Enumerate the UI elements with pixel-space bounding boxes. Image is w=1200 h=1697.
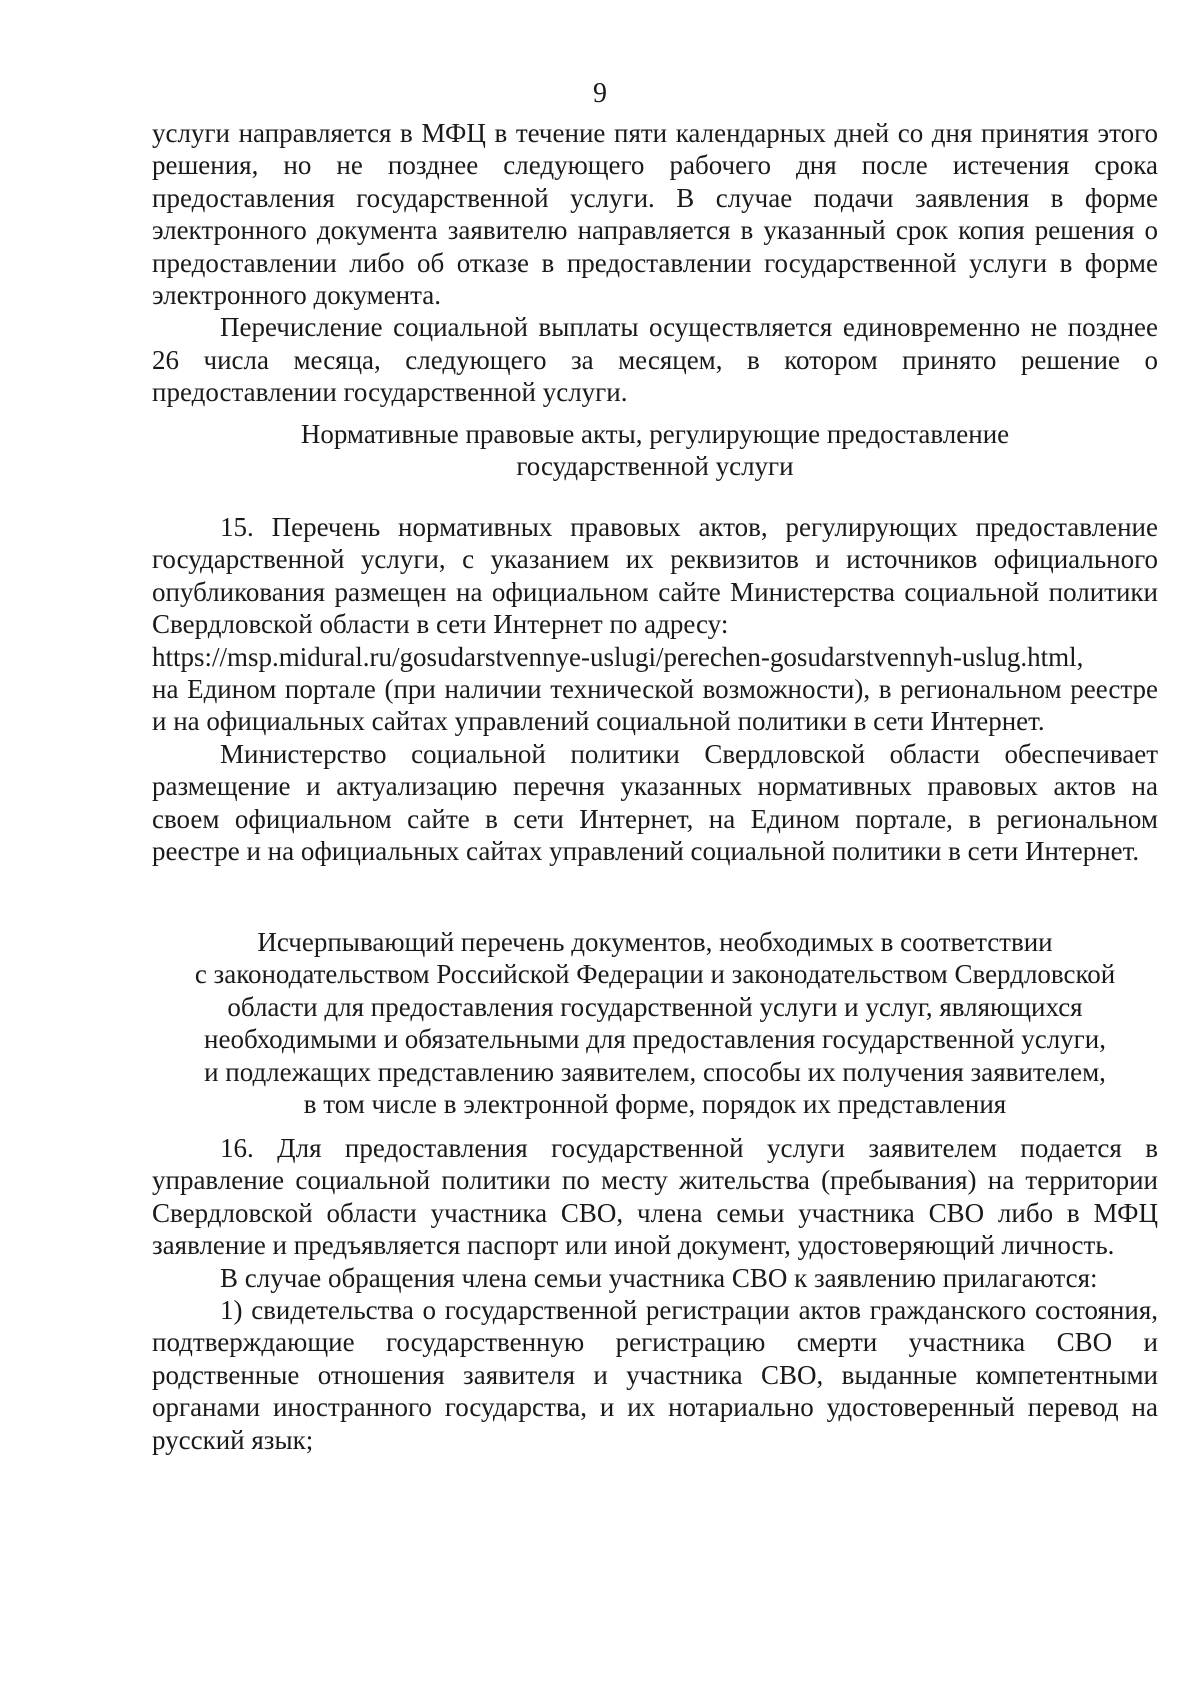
- paragraph-16-intro: 16. Для предоставления государственной услуги заявителем подается в управление социальной политики по месту жительства (пребывания) на территории Свердловской области участника СВО, члена семьи участника СВО либо в МФЦ заявление и предъявляется паспорт или иной документ, удостоверяющий личность.: [152, 1133, 1158, 1261]
- heading-line: необходимыми и обязательными для предоставления государственной услуги,: [204, 1024, 1106, 1055]
- heading-line: области для предоставления государственной услуги и услуг, являющихся: [227, 991, 1083, 1022]
- page-number: 9: [593, 78, 607, 109]
- paragraph-15-intro: 15. Перечень нормативных правовых актов, регулирующих предоставление государственной услуги, с указанием их реквизитов и источников официального опубликования размещен на официальном сайте Министерства социальной политики Свердловской области в сети Интернет по адресу:: [152, 512, 1158, 640]
- paragraph-continuation: услуги направляется в МФЦ в течение пяти календарных дней со дня принятия этого решения, но не позднее следующего рабочего дня после истечения срока предоставления государственной услуги. В случае подачи заявления в форме электронного документа заявителю направляется в указанный срок копия решения о предоставлении либо об отказе в предоставлении государственной услуги в форме электронного документа.: [152, 118, 1158, 311]
- paragraph-15-rest: на Едином портале (при наличии технической возможности), в региональном реестре и на официальных сайтах управлений социальной политики в сети Интернет.: [152, 674, 1158, 737]
- section-heading-documents-list: [152, 926, 1158, 1120]
- paragraph-16-family: В случае обращения члена семьи участника СВО к заявлению прилагаются:: [220, 1262, 1098, 1293]
- paragraph-15-ministry: Министерство социальной политики Свердловской области обеспечивает размещение и актуализацию перечня указанных нормативных правовых актов на своем официальном сайте в сети Интернет, на Едином портале, в региональном реестре и на официальных сайтах управлений социальной политики в сети Интернет.: [152, 738, 1158, 867]
- heading-line: Нормативные правовые акты, регулирующие предоставление: [300, 419, 1010, 449]
- heading-line: с законодательством Российской Федерации и законодательством Свердловской: [194, 959, 1116, 990]
- heading-line: государственной услуги: [516, 451, 794, 482]
- paragraph-payment: Перечисление социальной выплаты осуществляется единовременно не позднее 26 числа месяца, следующего за месяцем, в котором принято решение о предоставлении государственной услуги.: [152, 312, 1158, 408]
- ministry-url: https://msp.midural.ru/gosudarstvennye-uslugi/perechen-gosudarstvennyh-uslug.html,: [152, 641, 1084, 672]
- heading-line: и подлежащих представлению заявителем, способы их получения заявителем,: [204, 1056, 1106, 1087]
- text-block-section-16: [152, 1132, 1158, 1456]
- list-item-1-certificates: 1) свидетельства о государственной регистрации актов гражданского состояния, подтверждающие государственную регистрацию смерти участника СВО и родственные отношения заявителя и участника СВО, выданные компетентными органами иностранного государства, и их нотариально удостоверенный перевод на русский язык;: [152, 1295, 1158, 1455]
- heading-line: Исчерпывающий перечень документов, необходимых в соответствии: [257, 927, 1053, 957]
- text-block-intro: [152, 117, 1158, 409]
- section-heading-normative-acts: [152, 418, 1158, 483]
- heading-line: в том числе в электронной форме, порядок их представления: [303, 1089, 1007, 1120]
- text-block-section-15: [152, 511, 1158, 867]
